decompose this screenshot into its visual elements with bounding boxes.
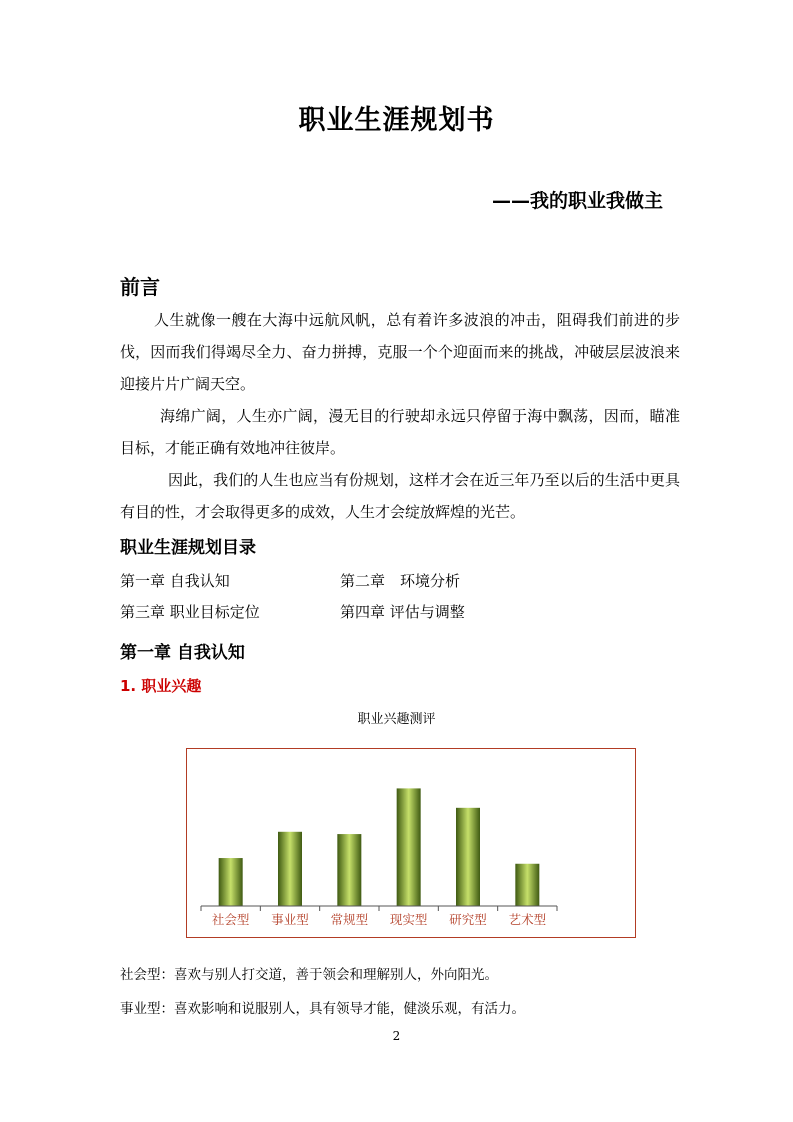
interest-bar-chart: [187, 749, 635, 937]
bar-6: [515, 864, 539, 906]
chart-frame: [186, 748, 636, 938]
toc-heading: 职业生涯规划目录: [120, 538, 256, 558]
bar-4: [397, 788, 421, 906]
x-tick-label: 研究型: [449, 912, 487, 927]
bar-3: [337, 834, 361, 906]
bar-1: [219, 858, 243, 906]
toc-item: 第四章 评估与调整: [340, 603, 465, 621]
section-1-heading: 1. 职业兴趣: [120, 677, 202, 695]
page-number: 2: [392, 1029, 401, 1043]
bar-2: [278, 832, 302, 906]
description-social: 社会型：喜欢与别人打交道，善于领会和理解别人，外向阳光。: [120, 967, 498, 983]
preface-paragraph-3: 因此，我们的人生也应当有份规划，这样才会在近三年乃至以后的生活中更具有目的性，才会取得更多的成效，人生才会绽放辉煌的光芒。: [120, 471, 680, 521]
page-subtitle: ——我的职业我做主: [491, 190, 663, 212]
toc-item: 第一章 自我认知: [120, 572, 230, 590]
x-tick-label: 常规型: [330, 912, 369, 927]
preface-heading: 前言: [120, 275, 160, 299]
x-tick-label: 社会型: [211, 912, 250, 927]
chart-title: 职业兴趣测评: [357, 712, 436, 727]
page-title: 职业生涯规划书: [298, 105, 495, 136]
x-tick-label: 现实型: [389, 912, 428, 927]
toc-item: 第二章 环境分析: [340, 572, 461, 590]
x-tick-label: 事业型: [271, 912, 309, 927]
chapter-1-heading: 第一章 自我认知: [120, 643, 245, 663]
description-enterprise: 事业型：喜欢影响和说服别人，具有领导才能，健淡乐观，有活力。: [120, 1001, 525, 1017]
x-tick-label: 艺术型: [508, 912, 547, 927]
toc-item: 第三章 职业目标定位: [120, 603, 260, 621]
preface-paragraph-1: 人生就像一艘在大海中远航风帆，总有着许多波浪的冲击，阻碍我们前进的步伐，因而我们得竭尽全力、奋力拼搏，克服一个个迎面而来的挑战，冲破层层波浪来迎接片片广阔天空。: [120, 311, 680, 393]
bar-5: [456, 808, 480, 906]
preface-paragraph-2: 海绵广阔，人生亦广阔，漫无目的行驶却永远只停留于海中飘荡，因而，瞄准目标，才能正确有效地冲往彼岸。: [120, 407, 680, 457]
